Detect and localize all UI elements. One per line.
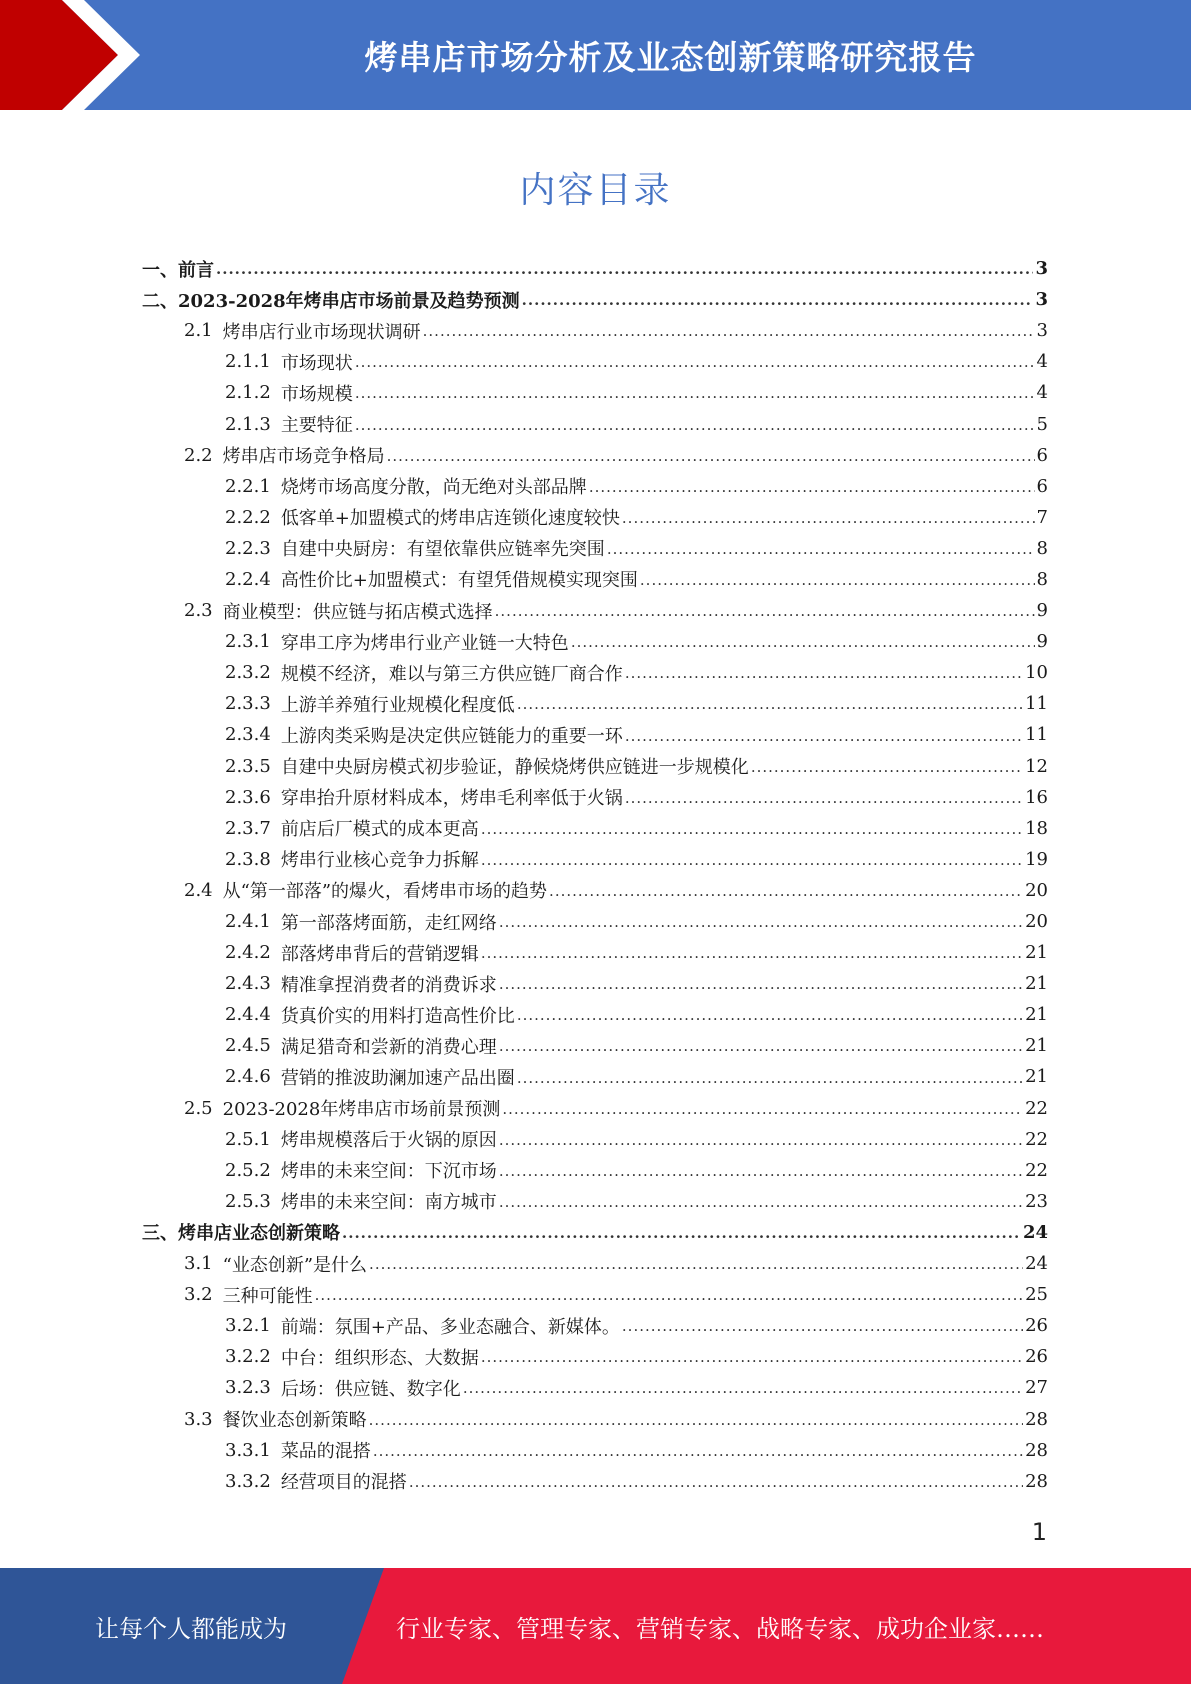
toc-entry[interactable] xyxy=(142,315,1048,346)
toc-entry[interactable] xyxy=(142,1186,1048,1217)
toc-entry-number: 2.3.7 xyxy=(225,817,271,839)
toc-entry-title: 前言 xyxy=(178,259,214,281)
toc-entry-page: 28 xyxy=(1025,1408,1048,1430)
toc-entry-number: 2.4.4 xyxy=(225,1004,271,1026)
toc-entry-number: 一、 xyxy=(142,259,178,281)
page-header xyxy=(0,0,1191,110)
toc-dot-leader xyxy=(571,635,1035,657)
toc-entry-title: 规模不经济，难以与第三方供应链厂商合作 xyxy=(280,663,623,685)
toc-entry-number: 2.4.5 xyxy=(225,1035,271,1057)
toc-entry[interactable] xyxy=(142,1435,1048,1466)
toc-entry[interactable] xyxy=(142,1341,1048,1372)
toc-dot-leader xyxy=(640,573,1035,595)
toc-entry-page: 22 xyxy=(1025,1128,1048,1150)
toc-entry-page: 16 xyxy=(1025,786,1048,808)
toc-entry-number: 2.1.2 xyxy=(225,382,271,404)
toc-entry[interactable] xyxy=(142,1217,1048,1248)
toc-entry-title: 自建中央厨房模式初步验证，静候烧烤供应链进一步规模化 xyxy=(280,757,749,779)
toc-entry[interactable] xyxy=(142,751,1048,782)
toc-entry-number: 3.2.2 xyxy=(225,1346,271,1368)
toc-entry-number: 2.4.3 xyxy=(225,973,271,995)
toc-entry-page: 6 xyxy=(1036,444,1048,466)
toc-dot-leader xyxy=(373,1444,1023,1466)
toc-entry[interactable] xyxy=(142,1093,1048,1124)
toc-entry-title: 烧烤市场高度分散，尚无绝对头部品牌 xyxy=(280,477,587,499)
toc-entry[interactable] xyxy=(142,1124,1048,1155)
toc-entry-title: “业态创新”是什么 xyxy=(222,1254,368,1276)
toc-entry-number: 2.3.6 xyxy=(225,786,271,808)
toc-entry-title: 第一部落烤面筋，走红网络 xyxy=(280,912,497,934)
toc-entry-number: 2.4.1 xyxy=(225,911,271,933)
toc-entry-number: 2.2.4 xyxy=(225,568,271,590)
toc-dot-leader xyxy=(499,1164,1023,1186)
toc-entry-page: 21 xyxy=(1025,973,1048,995)
toc-dot-leader xyxy=(481,946,1023,968)
toc-dot-leader xyxy=(481,822,1023,844)
toc-entry-page: 9 xyxy=(1036,631,1048,653)
toc-dot-leader xyxy=(369,1257,1023,1279)
toc-entry-page: 12 xyxy=(1025,755,1048,777)
toc-entry[interactable] xyxy=(142,999,1048,1030)
toc-entry-page: 19 xyxy=(1025,848,1048,870)
toc-entry[interactable] xyxy=(142,1403,1048,1434)
toc-entry-title: 满足猎奇和尝新的消费心理 xyxy=(280,1036,497,1058)
toc-entry[interactable] xyxy=(142,471,1048,502)
toc-entry[interactable] xyxy=(142,813,1048,844)
toc-entry-title: 商业模型：供应链与拓店模式选择 xyxy=(222,601,493,623)
toc-dot-leader xyxy=(625,666,1023,688)
toc-entry-title: 烤串店行业市场现状调研 xyxy=(222,321,421,343)
toc-entry-number: 2.4 xyxy=(184,879,213,901)
toc-dot-leader xyxy=(481,1350,1023,1372)
toc-entry-title: 烤串店市场竞争格局 xyxy=(222,446,385,468)
toc-dot-leader xyxy=(499,1039,1023,1061)
toc-entry-page: 4 xyxy=(1036,351,1048,373)
toc-entry-title: 高性价比+加盟模式：有望凭借规模实现突围 xyxy=(280,570,638,592)
toc-entry-title: 菜品的混搭 xyxy=(280,1441,371,1463)
toc-entry-page: 18 xyxy=(1025,817,1048,839)
toc-entry[interactable] xyxy=(142,844,1048,875)
toc-entry-page: 8 xyxy=(1036,537,1048,559)
toc-entry-title: 前端：氛围+产品、多业态融合、新媒体。 xyxy=(280,1316,620,1338)
page-footer xyxy=(0,1568,1191,1684)
toc-dot-leader xyxy=(607,542,1035,564)
toc-entry-title: 上游肉类采购是决定供应链能力的重要一环 xyxy=(280,725,623,747)
toc-dot-leader xyxy=(387,449,1035,471)
toc-heading: 内容目录 xyxy=(519,170,672,211)
toc-entry[interactable] xyxy=(142,906,1048,937)
toc-entry-page: 24 xyxy=(1022,1221,1048,1243)
toc-entry[interactable] xyxy=(142,284,1048,315)
toc-dot-leader xyxy=(499,1133,1023,1155)
toc-entry-title: 部落烤串背后的营销逻辑 xyxy=(280,943,479,965)
toc-entry[interactable] xyxy=(142,626,1048,657)
toc-entry-page: 4 xyxy=(1036,382,1048,404)
toc-entry[interactable] xyxy=(142,1279,1048,1310)
page-number: 1 xyxy=(1031,1518,1047,1546)
toc-entry-page: 23 xyxy=(1025,1190,1048,1212)
toc-entry[interactable] xyxy=(142,1466,1048,1497)
toc-entry[interactable] xyxy=(142,1061,1048,1092)
toc-entry[interactable] xyxy=(142,253,1048,284)
toc-entry-title: 中台：组织形态、大数据 xyxy=(280,1347,479,1369)
toc-entry-page: 7 xyxy=(1036,506,1048,528)
toc-entry-title: 穿串抬升原材料成本，烤串毛利率低于火锅 xyxy=(280,788,623,810)
toc-dot-leader xyxy=(589,480,1035,502)
toc-entry-page: 21 xyxy=(1025,1004,1048,1026)
toc-dot-leader xyxy=(463,1381,1023,1403)
toc-entry-title: 烤串规模落后于火锅的原因 xyxy=(280,1130,497,1152)
toc-dot-leader xyxy=(499,977,1023,999)
toc-entry-page: 27 xyxy=(1025,1377,1048,1399)
toc-entry-title: 精准拿捏消费者的消费诉求 xyxy=(280,974,497,996)
toc-entry-number: 2.3.8 xyxy=(225,848,271,870)
toc-entry-page: 21 xyxy=(1025,1066,1048,1088)
toc-dot-leader xyxy=(499,1195,1023,1217)
footer-slogan-right: 行业专家、管理专家、营销专家、战略专家、成功企业家…… xyxy=(396,1614,1044,1643)
toc-dot-leader xyxy=(409,1475,1023,1497)
toc-dot-leader xyxy=(481,853,1023,875)
toc-entry-title: 穿串工序为烤串行业产业链一大特色 xyxy=(280,632,569,654)
toc-entry-title: 烤串的未来空间：南方城市 xyxy=(280,1192,497,1214)
toc-dot-leader xyxy=(622,1319,1023,1341)
toc-entry[interactable] xyxy=(142,440,1048,471)
toc-entry-page: 20 xyxy=(1025,879,1048,901)
toc-entry-number: 2.2 xyxy=(184,444,213,466)
toc-entry[interactable] xyxy=(142,782,1048,813)
toc-entry-title: 上游羊养殖行业规模化程度低 xyxy=(280,694,515,716)
toc-entry-page: 11 xyxy=(1025,724,1048,746)
toc-entry-number: 2.4.6 xyxy=(225,1066,271,1088)
toc-dot-leader xyxy=(499,915,1023,937)
toc-dot-leader xyxy=(751,760,1023,782)
toc-entry-number: 3.2.3 xyxy=(225,1377,271,1399)
toc-entry[interactable] xyxy=(142,875,1048,906)
toc-entry-title: 烤串的未来空间：下沉市场 xyxy=(280,1161,497,1183)
toc-entry-page: 3 xyxy=(1035,258,1048,280)
toc-entry-number: 3.2.1 xyxy=(225,1315,271,1337)
toc-entry-number: 2.4.2 xyxy=(225,942,271,964)
toc-entry-number: 3.3 xyxy=(184,1408,213,1430)
toc-entry-title: 主要特征 xyxy=(280,415,353,437)
toc-entry-title: 货真价实的用料打造高性价比 xyxy=(280,1005,515,1027)
toc-entry[interactable] xyxy=(142,533,1048,564)
toc-entry-number: 二、 xyxy=(142,290,178,312)
toc-entry-page: 25 xyxy=(1025,1284,1048,1306)
toc-dot-leader xyxy=(342,1226,1021,1248)
toc-entry-title: 经营项目的混搭 xyxy=(280,1472,407,1494)
toc-entry-number: 3.2 xyxy=(184,1284,213,1306)
toc-entry[interactable] xyxy=(142,1155,1048,1186)
toc-entry[interactable] xyxy=(142,1030,1048,1061)
toc-entry[interactable] xyxy=(142,937,1048,968)
toc-entry-page: 21 xyxy=(1025,942,1048,964)
toc-dot-leader xyxy=(622,511,1035,533)
toc-dot-leader xyxy=(517,697,1023,719)
toc-entry-number: 3.1 xyxy=(184,1253,213,1275)
toc-entry-number: 2.1.1 xyxy=(225,351,271,373)
toc-entry-page: 28 xyxy=(1025,1439,1048,1461)
toc-entry-title: 从“第一部落”的爆火，看烤串市场的趋势 xyxy=(222,881,548,903)
toc-entry-page: 5 xyxy=(1036,413,1048,435)
toc-dot-leader xyxy=(625,729,1023,751)
toc-entry-number: 2.3.4 xyxy=(225,724,271,746)
toc-dot-leader xyxy=(355,418,1035,440)
toc-entry-page: 21 xyxy=(1025,1035,1048,1057)
toc-entry-number: 2.1.3 xyxy=(225,413,271,435)
toc-entry-page: 22 xyxy=(1025,1159,1048,1181)
toc-entry-page: 11 xyxy=(1025,693,1048,715)
toc-entry-number: 2.1 xyxy=(184,320,213,342)
toc-entry[interactable] xyxy=(142,1248,1048,1279)
toc-entry[interactable] xyxy=(142,719,1048,750)
toc-entry-title: 低客单+加盟模式的烤串店连锁化速度较快 xyxy=(280,508,620,530)
toc-entry[interactable] xyxy=(142,346,1048,377)
toc-entry-title: 餐饮业态创新策略 xyxy=(222,1410,367,1432)
toc-entry-number: 三、 xyxy=(142,1223,178,1245)
toc-dot-leader xyxy=(502,1102,1023,1124)
report-title: 烤串店市场分析及业态创新策略研究报告 xyxy=(364,37,977,77)
toc-entry-number: 2.3.3 xyxy=(225,693,271,715)
footer-slogan-left: 让每个人都能成为 xyxy=(95,1614,287,1643)
toc-entry-number: 2.2.3 xyxy=(225,537,271,559)
arrow-chevron-icon xyxy=(0,0,160,110)
toc-dot-leader xyxy=(355,355,1035,377)
toc-dot-leader xyxy=(495,604,1035,626)
toc-entry-page: 9 xyxy=(1036,600,1048,622)
toc-dot-leader xyxy=(517,1071,1023,1093)
toc-entry-number: 2.5 xyxy=(184,1097,213,1119)
toc-entry-page: 24 xyxy=(1025,1253,1048,1275)
toc-entry-page: 20 xyxy=(1025,911,1048,933)
toc-entry-number: 2.5.2 xyxy=(225,1159,271,1181)
toc-entry[interactable] xyxy=(142,657,1048,688)
toc-entry[interactable] xyxy=(142,408,1048,439)
toc-entry-page: 28 xyxy=(1025,1470,1048,1492)
toc-entry-title: 自建中央厨房：有望依靠供应链率先突围 xyxy=(280,539,605,561)
toc-entry-page: 3 xyxy=(1036,320,1048,342)
toc-entry-title: 前店后厂模式的成本更高 xyxy=(280,819,479,841)
toc-entry-number: 3.3.1 xyxy=(225,1439,271,1461)
toc-dot-leader xyxy=(625,791,1023,813)
toc-entry-page: 8 xyxy=(1036,568,1048,590)
toc-entry-page: 10 xyxy=(1025,662,1048,684)
toc-entry-number: 2.3.5 xyxy=(225,755,271,777)
toc-entry[interactable] xyxy=(142,1372,1048,1403)
toc-dot-leader xyxy=(517,1008,1023,1030)
toc-dot-leader xyxy=(216,262,1033,284)
toc-entry-page: 26 xyxy=(1025,1346,1048,1368)
toc-entry-number: 2.5.1 xyxy=(225,1128,271,1150)
toc-entry-title: 三种可能性 xyxy=(222,1285,313,1307)
toc-entry-page: 22 xyxy=(1025,1097,1048,1119)
toc-dot-leader xyxy=(355,386,1035,408)
toc-dot-leader xyxy=(423,324,1035,346)
toc-entry-page: 26 xyxy=(1025,1315,1048,1337)
toc-entry-page: 3 xyxy=(1035,289,1048,311)
toc-entry[interactable] xyxy=(142,1310,1048,1341)
toc-entry[interactable] xyxy=(142,502,1048,533)
toc-entry-title: 营销的推波助澜加速产品出圈 xyxy=(280,1067,515,1089)
toc-entry-title: 市场规模 xyxy=(280,383,353,405)
toc-entry-page: 6 xyxy=(1036,475,1048,497)
toc-entry-number: 2.5.3 xyxy=(225,1190,271,1212)
toc-entry-title: 2023-2028年烤串店市场前景及趋势预测 xyxy=(178,290,520,312)
toc-dot-leader xyxy=(369,1413,1023,1435)
toc-dot-leader xyxy=(315,1288,1023,1310)
toc-entry[interactable] xyxy=(142,688,1048,719)
toc-entry-title: 烤串店业态创新策略 xyxy=(178,1223,340,1245)
toc-entry-number: 2.2.2 xyxy=(225,506,271,528)
toc-entry[interactable] xyxy=(142,377,1048,408)
toc-entry-number: 2.2.1 xyxy=(225,475,271,497)
toc-entry[interactable] xyxy=(142,595,1048,626)
toc-dot-leader xyxy=(522,293,1034,315)
toc-entry-title: 烤串行业核心竞争力拆解 xyxy=(280,850,479,872)
toc-entry-title: 2023-2028年烤串店市场前景预测 xyxy=(222,1099,501,1121)
toc-entry-number: 2.3 xyxy=(184,600,213,622)
toc-entry-title: 后场：供应链、数字化 xyxy=(280,1378,461,1400)
toc-entry-number: 3.3.2 xyxy=(225,1470,271,1492)
toc-entry-number: 2.3.1 xyxy=(225,631,271,653)
toc-entry[interactable] xyxy=(142,564,1048,595)
toc-dot-leader xyxy=(549,884,1023,906)
table-of-contents xyxy=(142,253,1048,1497)
toc-entry-number: 2.3.2 xyxy=(225,662,271,684)
toc-entry-title: 市场现状 xyxy=(280,352,353,374)
toc-entry[interactable] xyxy=(142,968,1048,999)
